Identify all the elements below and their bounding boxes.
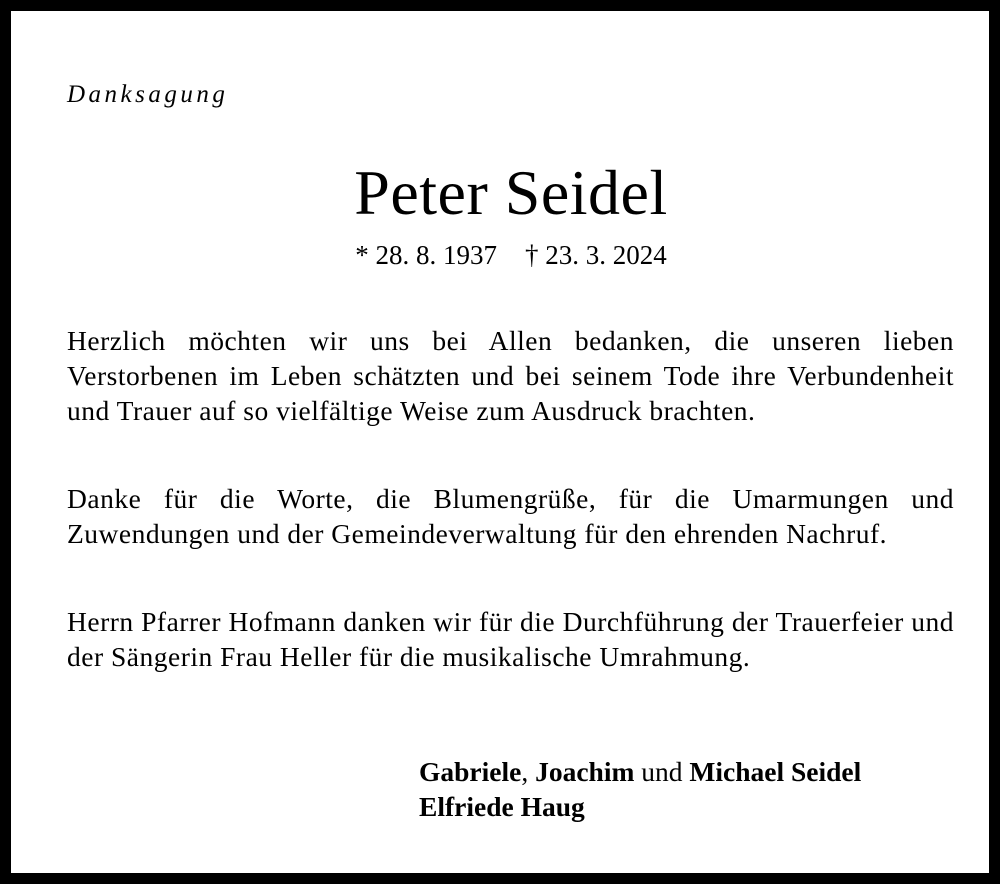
signer-michael-seidel: Michael Seidel <box>689 756 862 787</box>
thanks-paragraph-3: Herrn Pfarrer Hofmann danken wir für die Durchführung der Trauerfeier und der Sängerin Frau Heller für die musikalische Umrahmung. <box>67 606 954 672</box>
signature-line-1 <box>419 754 955 789</box>
deceased-name: Peter Seidel <box>354 157 668 228</box>
signature-block <box>419 754 955 824</box>
notice-heading: Danksagung <box>67 81 229 108</box>
birth-date: * 28. 8. 1937 <box>355 240 497 270</box>
life-dates <box>11 239 1000 271</box>
death-date: † 23. 3. 2024 <box>525 240 667 270</box>
signer-joachim: Joachim <box>535 756 635 787</box>
signer-gabriele: Gabriele <box>419 756 522 787</box>
signature-line-2 <box>419 789 955 824</box>
signature-conjunction: und <box>641 756 683 787</box>
thanks-paragraph-2: Danke für die Worte, die Blumengrüße, für die Umarmungen und Zuwendungen und der Gemeindeverwaltung für den ehrenden Nachruf. <box>67 483 954 549</box>
signer-elfriede-haug: Elfriede Haug <box>419 791 585 822</box>
thanks-paragraph-1: Herzlich möchten wir uns bei Allen bedanken, die unseren lieben Verstorbenen im Leben schätzten und bei seinem Tode ihre Verbundenheit und Trauer auf so vielfältige Weise zum Ausdruck brachten. <box>67 325 954 426</box>
signature-comma: , <box>521 756 529 787</box>
